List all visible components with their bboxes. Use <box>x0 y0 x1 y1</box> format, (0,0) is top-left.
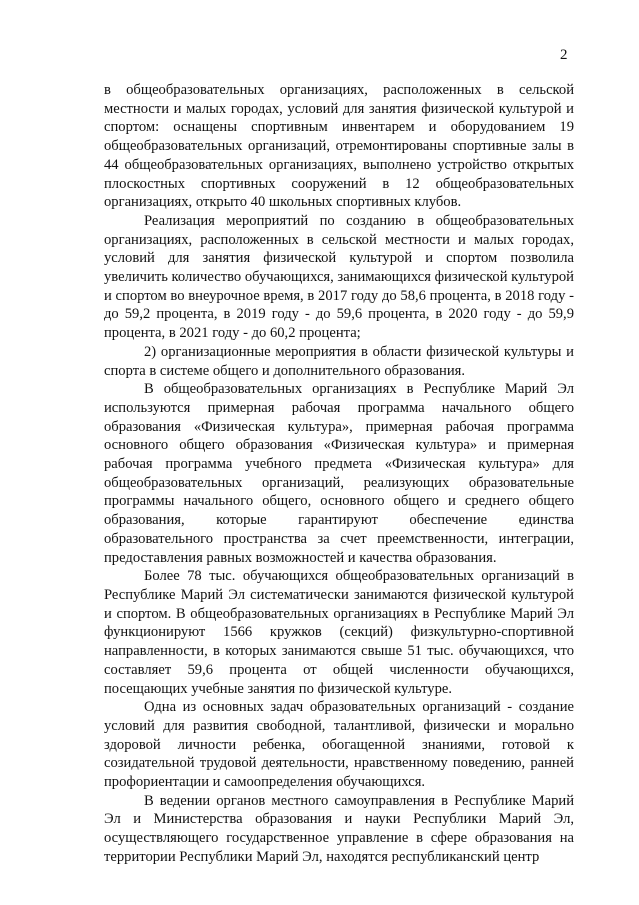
paragraph-student-participation: Более 78 тыс. обучающихся общеобразовательных организаций в Республике Марий Эл систематически занимаются физической культурой и спортом. В общеобразовательных организациях в Республике Марий Эл функционируют 1566 кружков (секций) физкультурно-спортивной направленности, в которых занимаются свыше 51 тыс. обучающихся, что составляет 59,6 процента от общей численности обучающихся, посещающих учебные занятия по физической культуре. <box>104 568 574 697</box>
paragraph-rural-schools-results: Реализация мероприятий по созданию в общеобразовательных организациях, расположенных в сельской местности и малых городах, условий для занятия физической культурой и спортом позволила увеличить количество обучающихся, занимающихся физической культурой и спортом во внеурочное время, в 2017 году до 58,6 процента, в 2018 году - до 59,2 процента, в 2019 году - до 59,6 процента, в 2020 году - до 59,9 процента, в 2021 году - до 60,2 процента; <box>104 212 574 342</box>
document-body <box>104 81 574 867</box>
paragraph-administration: В ведении органов местного самоуправления в Республике Марий Эл и Министерства образования и науки Республики Марий Эл, осуществляющего государственное управление в сфере образования на территории Республики Марий Эл, находятся республиканский центр <box>104 792 574 865</box>
paragraph-continuation: в общеобразовательных организациях, расположенных в сельской местности и малых городах, условий для занятия физической культурой и спортом: оснащены спортивным инвентарем и оборудованием 19 общеобразовательных организаций, отремонтированы спортивные залы в 44 общеобразовательных организациях, выполнено устройство открытых плоскостных спортивных сооружений в 12 общеобразовательных организациях, открыто 40 школьных спортивных клубов. <box>104 82 574 211</box>
paragraph-organizational-measures: 2) организационные мероприятия в области физической культуры и спорта в системе общего и дополнительного образования. <box>104 343 574 379</box>
paragraph-main-goals: Одна из основных задач образовательных организаций - создание условий для развития свободной, талантливой, физически и морально здоровой личности ребенка, обогащенной знаниями, готовой к созидательной трудовой деятельности, нравственному поведению, ранней профориентации и самоопределения обучающихся. <box>104 699 574 791</box>
page-number: 2 <box>560 47 568 63</box>
paragraph-curriculum-programs: В общеобразовательных организациях в Республике Марий Эл используются примерная рабочая программа начального общего образования «Физическая культура», примерная рабочая программа основного общего образования «Физическая культура» и примерная рабочая программа учебного предмета «Физическая культура» для общеобразовательных организаций, реализующих образовательные программы начального общего, основного общего и среднего общего образования, которые гарантируют обеспечение единства образовательного пространства за счет преемственности, интеграции, предоставления равных возможностей и качества образования. <box>104 381 574 566</box>
